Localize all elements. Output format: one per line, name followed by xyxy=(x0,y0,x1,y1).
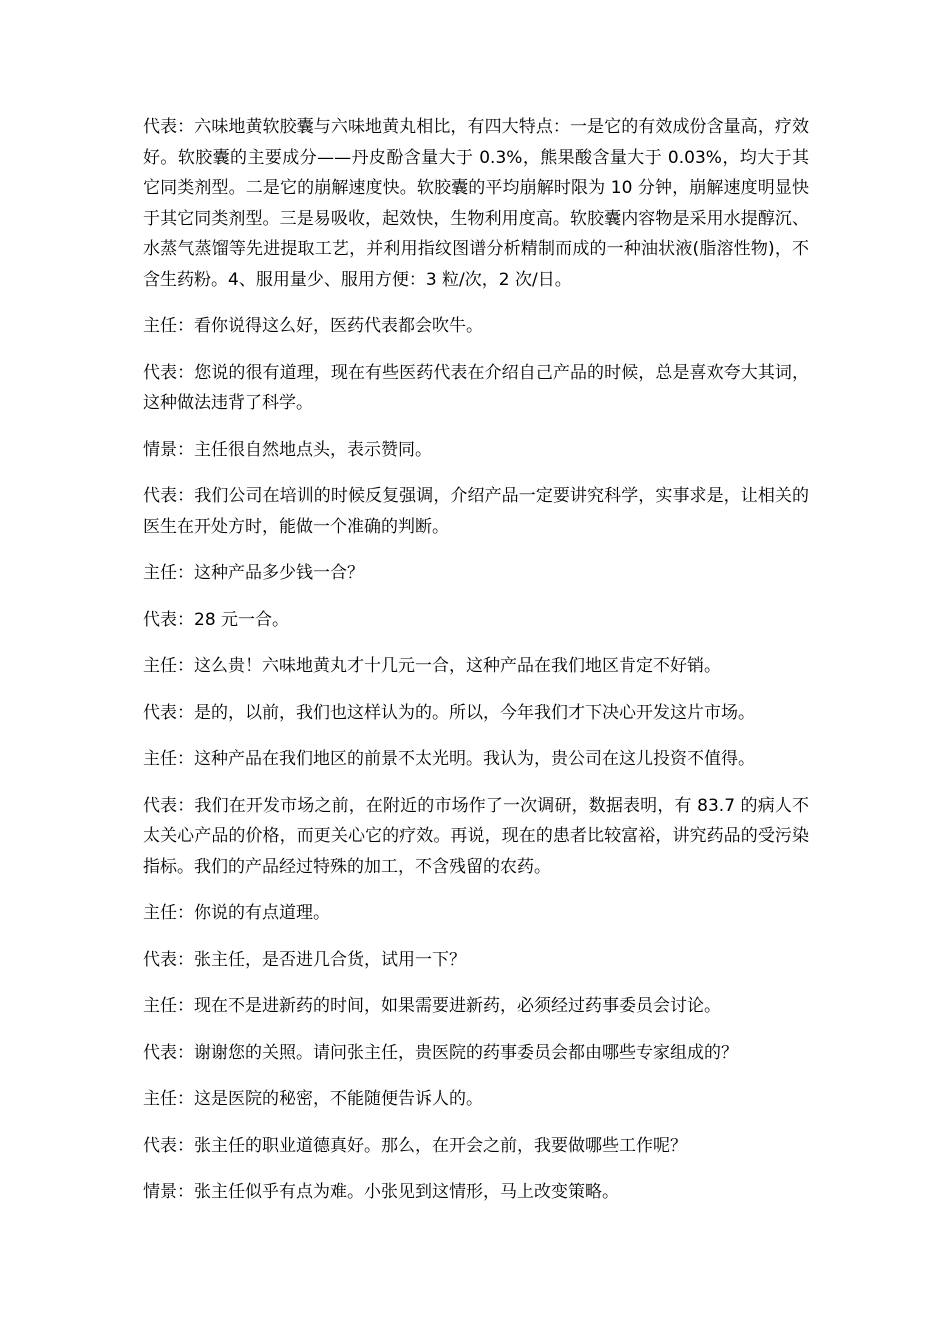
paragraph-director-boast: 主任：看你说得这么好，医药代表都会吹牛。 xyxy=(143,316,483,336)
paragraph-rep-survey: 代表：我们在开发市场之前，在附近的市场作了一次调研，数据表明，有 83.7 的病人不太关心产品的价格，而更关心它的疗效。再说，现在的患者比较富裕，讲究药品的受污染指标。我们的产品经过特殊的加工，不含残留的农药。 xyxy=(143,795,809,877)
paragraph-rep-ethics: 代表：张主任的职业道德真好。那么，在开会之前，我要做哪些工作呢？ xyxy=(143,1135,687,1156)
paragraph-features: 代表：六味地黄软胶囊与六味地黄丸相比，有四大特点：一是它的有效成份含量高，疗效好。软胶囊的主要成分——丹皮酚含量大于 0.3%，熊果酸含量大于 0.03%，均大于其它同类剂型。二是它的崩解速度快。软胶囊的平均崩解时限为 10 分钟，崩解速度明显快于其它同类剂型。三是易吸收，起效快，生物利用度高。软胶囊内容物是采用水提醇沉、水蒸气蒸馏等先进提取工艺，并利用指纹图谱分析精制而成的一种油状液(脂溶性物)，不含生药粉。4、服用量少、服用方便：3 粒/次，2 次/日。 xyxy=(143,117,809,290)
paragraph-director-expensive: 主任：这么贵！六味地黄丸才十几元一合，这种产品在我们地区肯定不好销。 xyxy=(143,656,721,676)
paragraph-rep-market: 代表：是的，以前，我们也这样认为的。所以，今年我们才下决心开发这片市场。 xyxy=(143,702,755,723)
paragraph-rep-committee-question: 代表：谢谢您的关照。请问张主任，贵医院的药事委员会都由哪些专家组成的？ xyxy=(143,1042,738,1063)
paragraph-director-reasonable: 主任：你说的有点道理。 xyxy=(143,903,330,923)
paragraph-director-secret: 主任：这是医院的秘密，不能随便告诉人的。 xyxy=(143,1089,483,1109)
paragraph-scene-nod: 情景：主任很自然地点头，表示赞同。 xyxy=(143,439,432,460)
paragraph-rep-trial: 代表：张主任，是否进几合货，试用一下？ xyxy=(143,949,466,970)
paragraph-rep-agree: 代表：您说的很有道理，现在有些医药代表在介绍自己产品的时候，总是喜欢夸大其词，这种做法违背了科学。 xyxy=(143,362,809,413)
paragraph-director-price-question: 主任：这种产品多少钱一合？ xyxy=(143,563,364,583)
paragraph-director-prospect: 主任：这种产品在我们地区的前景不太光明。我认为，贵公司在这儿投资不值得。 xyxy=(143,749,755,769)
paragraph-scene-strategy: 情景：张主任似乎有点为难。小张见到这情形，马上改变策略。 xyxy=(143,1182,619,1202)
paragraph-director-committee: 主任：现在不是进新药的时间，如果需要进新药，必须经过药事委员会讨论。 xyxy=(143,996,721,1016)
document-body xyxy=(143,112,809,1208)
paragraph-rep-price: 代表：28 元一合。 xyxy=(143,609,290,630)
paragraph-rep-training: 代表：我们公司在培训的时候反复强调，介绍产品一定要讲究科学，实事求是，让相关的医生在开处方时，能做一个准确的判断。 xyxy=(143,486,809,537)
